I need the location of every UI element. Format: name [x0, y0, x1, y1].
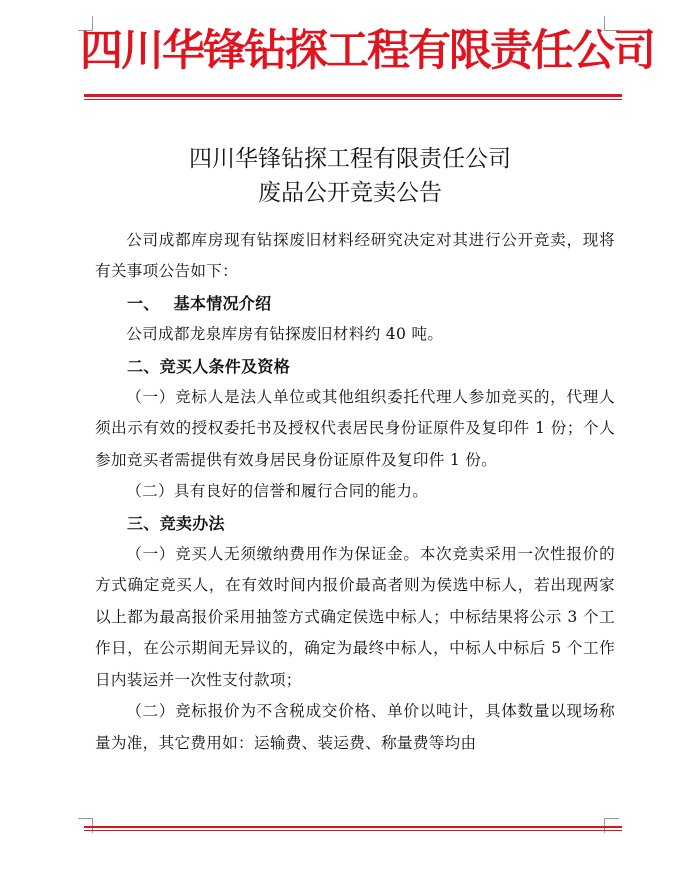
section-heading-auction-method: 三、竞卖办法 — [127, 513, 225, 533]
letterhead-rule-thick — [84, 94, 622, 97]
qualification-paragraph-2: （二）具有良好的信誉和履行合同的能力。 — [126, 482, 429, 501]
letterhead-rule-thin — [84, 99, 622, 100]
method-paragraph-1: （一）竞买人无须缴纳费用作为保证金。本次竞卖采用一次性报价的方式确定竞买人，在有效时间内报价最高者则为侯选中标人，若出现两家以上都为最高报价采用抽签方式确定侯选中标人；中标结果将公示 3 个工作日，在公示期间无异议的，确定为最终中标人，中标人中标后 5 个工作日内装运并一次性支付款项； — [95, 545, 615, 689]
basic-info-paragraph: 公司成都龙泉库房有钻探废旧材料约 40 吨。 — [126, 325, 444, 344]
document-title-company: 四川华锋钻探工程有限责任公司 — [189, 146, 511, 172]
qualification-paragraph-1: （一）竞标人是法人单位或其他组织委托代理人参加竞买的，代理人须出示有效的授权委托书及授权代表居民身份证原件及复印件 1 份；个人参加竞买者需提供有效身居民身份证原件及复印件 1 份。 — [95, 388, 615, 469]
section-number: 一、 — [127, 293, 160, 313]
section-heading-text: 基本情况介绍 — [173, 293, 272, 313]
footer-rule-thick — [84, 826, 622, 828]
document-body — [95, 225, 615, 759]
letterhead-company-name: 四川华锋钻探工程有限责任公司 — [80, 26, 654, 76]
intro-paragraph: 公司成都库房现有钻探废旧材料经研究决定对其进行公开竞卖，现将有关事项公告如下： — [95, 231, 615, 281]
section-heading-bidder-qualification: 二、竞买人条件及资格 — [127, 356, 291, 376]
section-heading-basic-info — [95, 288, 615, 319]
method-paragraph-2: （二）竞标报价为不含税成交价格、单价以吨计，具体数量以现场称量为准，其它费用如：运输费、装运费、称量费等均由 — [95, 702, 615, 752]
footer-rule-thin — [84, 830, 622, 831]
document-title-subject: 废品公开竞卖公告 — [258, 180, 442, 206]
